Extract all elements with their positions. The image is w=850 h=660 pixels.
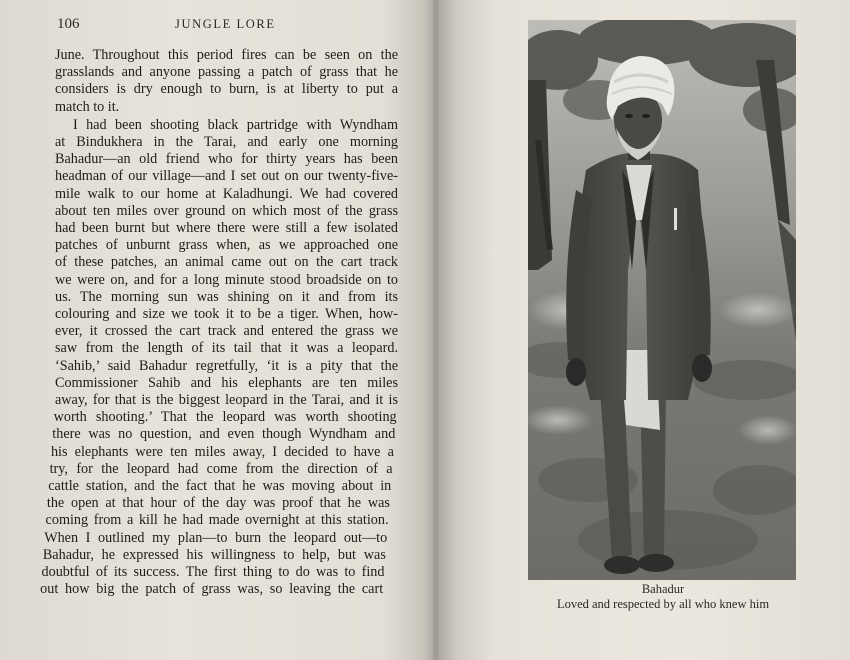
text-line: the open at that hour of the day was proof that he was [46, 495, 390, 512]
text-line: his elephants were ten miles away, I decided to have a [50, 443, 394, 460]
text-line: ever, it crossed the cart track and entered the grass we [55, 323, 398, 340]
text-line: headman of our village—and I set out on our twenty-five- [55, 168, 398, 185]
text-line: had been burnt but where there were still a few isolated [55, 220, 398, 236]
text-line: us. The morning sun was shining on it and from its [55, 288, 398, 305]
text-line: out how big the patch of grass was, so leaving the cart [40, 581, 384, 598]
text-line: Bahadur—an old friend who for thirty years has been [55, 151, 398, 168]
portrait-photo [528, 20, 796, 580]
text-line: Commissioner Sahib and his elephants are ten miles [55, 374, 398, 391]
page-number: 106 [57, 16, 80, 32]
photo-caption [528, 582, 798, 612]
text-line: When I outlined my plan—to burn the leopard out—to [44, 529, 388, 546]
text-line: Bahadur, he expressed his willingness to help, but was [42, 546, 386, 563]
caption-name: Bahadur [641, 582, 685, 596]
text-line: June. Throughout this period fires can be seen on the [55, 47, 398, 63]
text-line: patches of unburnt grass when, as we approached one [55, 237, 398, 254]
text-line: doubtful of its success. The first thing to do was to find [41, 564, 385, 580]
text-line: ‘Sahib,’ said Bahadur regretfully, ‘it is a pity that the [55, 357, 398, 374]
portrait-image [528, 20, 796, 580]
text-line: coming from a kill he had made overnight at this station. [45, 512, 389, 529]
text-line: match to it. [55, 98, 120, 115]
text-line: at Bindukhera in the Tarai, and early one morning [55, 134, 398, 150]
text-line: saw from the length of its tail that it was a leopard. [55, 340, 398, 357]
text-line: cattle station, and the fact that he was moving about in [48, 478, 392, 494]
text-line: try, for the leopard had come from the direction of a [49, 460, 393, 477]
text-line: we were on, and for a long minute stood broadside on to [55, 271, 398, 288]
text-line: mile walk to our home at Kaladhungi. We had covered [55, 185, 398, 202]
text-line: colouring and size we took it to be a tiger. When, how- [55, 306, 398, 322]
running-title: JUNGLE LORE [175, 17, 276, 31]
text-line: I had been shooting black partridge with Wyndham [73, 116, 398, 133]
text-line: of these patches, an animal came out on the cart track [55, 254, 398, 271]
text-line: about ten miles over ground on which most of the grass [55, 202, 398, 219]
text-line: there was no question, and even though Wyndham and [52, 426, 396, 443]
text-line: worth shooting.’ That the leopard was worth shooting [53, 409, 397, 426]
text-line: grasslands and anyone passing a patch of grass that he [55, 64, 398, 81]
text-line: considers is dry enough to burn, is at liberty to put a [55, 81, 398, 98]
text-line: away, for that is the biggest leopard in the Tarai, and it is [55, 392, 398, 408]
caption-text: Loved and respected by all who knew him [556, 597, 770, 611]
